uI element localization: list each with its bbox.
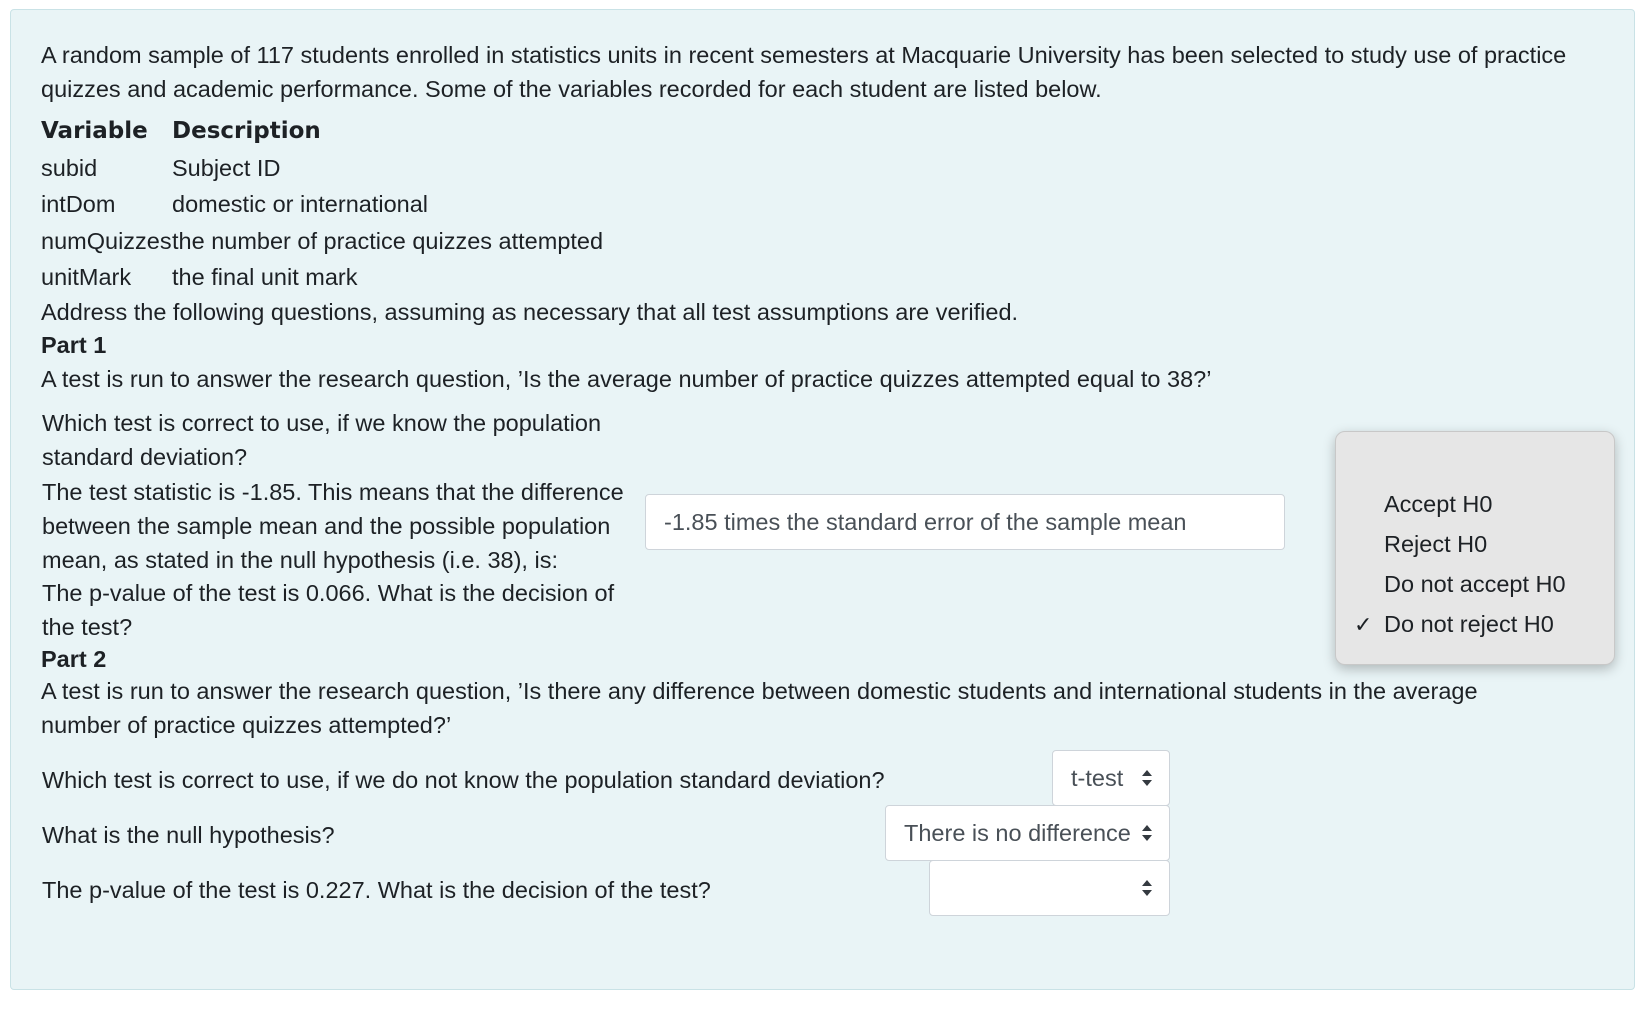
instructions-text: Address the following questions, assuming as necessary that all test assumptions are verified. bbox=[41, 299, 1019, 325]
part2-q1-text: Which test is correct to use, if we do not know the population standard deviation? bbox=[42, 767, 885, 793]
checkmark-icon: ✓ bbox=[1354, 612, 1373, 637]
select-caret-icon bbox=[1141, 879, 1153, 897]
table-cell-description: the number of practice quizzes attempted bbox=[172, 228, 604, 254]
dropdown-option-reject-h0[interactable]: Reject H0 bbox=[1384, 531, 1488, 557]
part2-q2-select[interactable] bbox=[885, 805, 1170, 861]
part2-question: A test is run to answer the research question, ’Is there any difference between domestic students and international students in the average number of practice quizzes attempted?’ bbox=[41, 678, 1478, 738]
dropdown-option-do-not-accept-h0[interactable]: Do not accept H0 bbox=[1384, 571, 1566, 597]
table-cell-description: domestic or international bbox=[172, 191, 429, 217]
table-cell-description: the final unit mark bbox=[172, 264, 358, 290]
intro-text: A random sample of 117 students enrolled in statistics units in recent semesters at Macquarie University has been selected to study use of practice quizzes and academic performance. Some of the variables recorded for each student are listed below. bbox=[41, 42, 1567, 102]
dropdown-option-accept-h0[interactable]: Accept H0 bbox=[1384, 491, 1493, 517]
part2-q1-select[interactable] bbox=[1052, 750, 1170, 806]
part1-q2-answer-select[interactable] bbox=[645, 494, 1285, 550]
table-cell-variable: numQuizzes bbox=[41, 228, 172, 254]
table-header-description: Description bbox=[172, 118, 321, 144]
table-header-variable: Variable bbox=[41, 118, 148, 144]
table-cell-variable: subid bbox=[41, 155, 98, 181]
part1-q2-text: The test statistic is -1.85. This means that the difference between the sample mean and the possible population mean, as stated in the null hypothesis (i.e. 38), is: bbox=[42, 479, 624, 573]
select-caret-icon bbox=[1141, 769, 1153, 787]
part1-q3-text: The p-value of the test is 0.066. What is the decision of the test? bbox=[42, 580, 615, 640]
part2-q2-text: What is the null hypothesis? bbox=[42, 822, 335, 848]
part2-title: Part 2 bbox=[41, 646, 107, 672]
table-cell-variable: intDom bbox=[41, 191, 116, 217]
part2-q3-select[interactable] bbox=[929, 860, 1170, 916]
table-cell-variable: unitMark bbox=[41, 264, 132, 290]
select-caret-icon bbox=[1141, 824, 1153, 842]
part1-question: A test is run to answer the research question, ’Is the average number of practice quizzes attempted equal to 38?’ bbox=[41, 366, 1212, 392]
select-value: t-test bbox=[1071, 764, 1124, 791]
part1-title: Part 1 bbox=[41, 332, 107, 358]
dropdown-option-do-not-reject-h0[interactable]: Do not reject H0 bbox=[1384, 611, 1554, 637]
part1-q1-text: Which test is correct to use, if we know the population standard deviation? bbox=[42, 410, 602, 470]
part2-q3-text: The p-value of the test is 0.227. What is the decision of the test? bbox=[42, 877, 711, 903]
select-value: There is no difference bbox=[904, 819, 1131, 846]
decision-dropdown-menu[interactable] bbox=[1335, 431, 1615, 665]
select-value: -1.85 times the standard error of the sample mean bbox=[664, 508, 1187, 535]
table-cell-description: Subject ID bbox=[172, 155, 281, 181]
